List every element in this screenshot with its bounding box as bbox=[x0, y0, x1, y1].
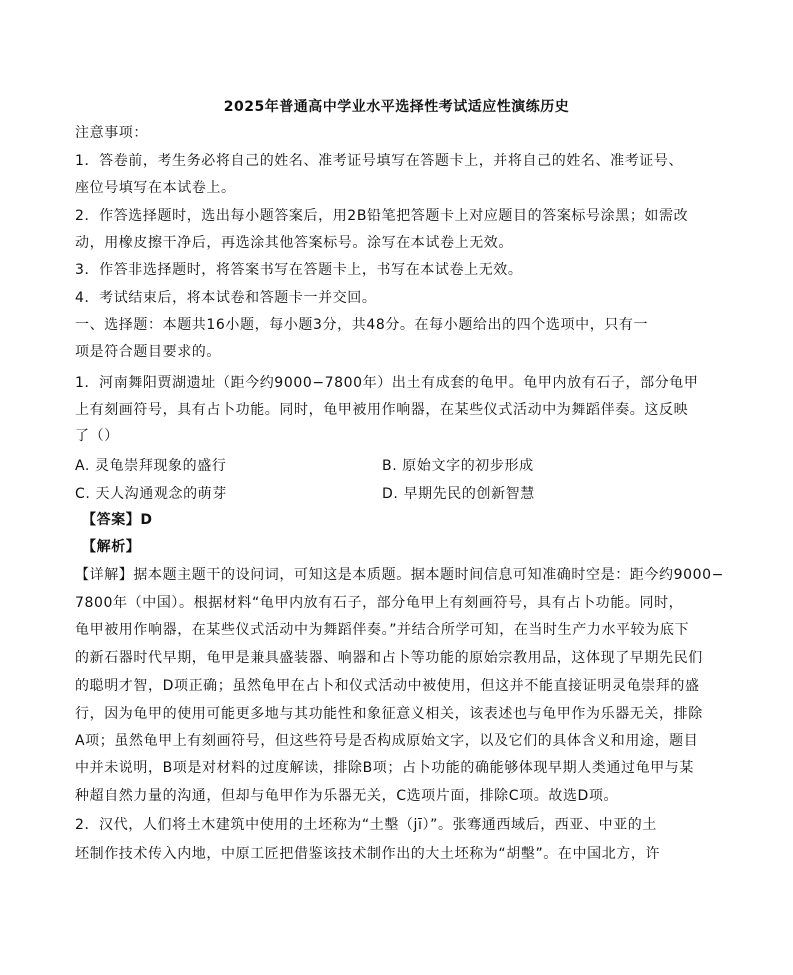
notice-header: 注意事项： bbox=[75, 125, 148, 141]
detail-line: 的新石器时代早期，龟甲是兼具盛装器、响器和占卜等功能的原始宗教用品，这体现了早期先民们 bbox=[75, 650, 703, 666]
detail-line: 的聪明才智，D项正确；虽然龟甲在占卜和仪式活动中被使用，但这并不能直接证明灵龟崇拜的盛 bbox=[75, 678, 700, 694]
notice-line: 4．考试结束后，将本试卷和答题卡一并交回。 bbox=[75, 290, 377, 306]
notice-line: 3．作答非选择题时，将答案书写在答题卡上，书写在本试卷上无效。 bbox=[75, 262, 523, 278]
question-stem: 1．河南舞阳贾湖遗址（距今约9000−7800年）出土有成套的龟甲。龟甲内放有石子，部分龟甲 bbox=[75, 375, 699, 391]
option-a: A. 灵龟崇拜现象的盛行 bbox=[75, 458, 227, 474]
notice-line: 1．答卷前，考生务必将自己的姓名、准考证号填写在答题卡上，并将自己的姓名、准考证号、 bbox=[75, 153, 684, 169]
detail-line: 中并未说明，B项是对材料的过度解读，排除B项；占卜功能的确能够体现早期人类通过龟甲与某 bbox=[75, 760, 695, 776]
question-stem: 2．汉代，人们将土木建筑中使用的土坯称为“土墼（jī）”。张骞通西域后，西亚、中亚的土 bbox=[75, 817, 657, 833]
notice-line: 2．作答选择题时，选出每小题答案后，用2B铅笔把答题卡上对应题目的答案标号涂黑；如需改 bbox=[75, 208, 689, 224]
page-title: 2025年普通高中学业水平选择性考试适应性演练历史 bbox=[223, 99, 570, 115]
question-stem: 坯制作技术传入内地，中原工匠把借鉴该技术制作出的大土坯称为“胡墼”。在中国北方，许 bbox=[75, 846, 661, 862]
option-c: C. 天人沟通观念的萌芽 bbox=[75, 486, 227, 502]
section-heading: 项是符合题目要求的。 bbox=[75, 344, 221, 360]
detail-line: A项；虽然龟甲上有刻画符号，但这些符号是否构成原始文字，以及它们的具体含义和用途，题目 bbox=[75, 733, 699, 749]
answer-label: 【答案】D bbox=[82, 512, 153, 528]
notice-line: 动，用橡皮擦干净后，再选涂其他答案标号。涂写在本试卷上无效。 bbox=[75, 235, 513, 251]
question-stem: 了（） bbox=[75, 428, 119, 444]
detail-line: 种超自然力量的沟通，但却与龟甲作为乐器无关，C选项片面，排除C项。故选D项。 bbox=[75, 788, 619, 804]
option-b: B. 原始文字的初步形成 bbox=[382, 458, 534, 474]
detail-line: 龟甲被用作响器，在某些仪式活动中为舞蹈伴奏。”并结合所学可知，在当时生产力水平较为底下 bbox=[75, 622, 690, 638]
analysis-label: 【解析】 bbox=[82, 539, 141, 555]
detail-line: 行，因为龟甲的使用可能更多地与其功能性和象征意义相关，该表述也与龟甲作为乐器无关，排除 bbox=[75, 706, 703, 722]
detail-line: 【详解】据本题主题干的设问词，可知这是本质题。据本题时间信息可知准确时空是：距今约9000− bbox=[75, 567, 724, 583]
detail-line: 7800年（中国）。根据材料“龟甲内放有石子，部分龟甲上有刻画符号，具有占卜功能。同时， bbox=[75, 595, 684, 611]
notice-line: 座位号填写在本试卷上。 bbox=[75, 180, 236, 196]
question-stem: 上有刻画符号，具有占卜功能。同时，龟甲被用作响器，在某些仪式活动中为舞蹈伴奏。这反映 bbox=[75, 402, 689, 418]
section-heading: 一、选择题：本题共16小题，每小题3分，共48分。在每小题给出的四个选项中，只有一 bbox=[75, 317, 649, 333]
option-d: D. 早期先民的创新智慧 bbox=[382, 486, 535, 502]
